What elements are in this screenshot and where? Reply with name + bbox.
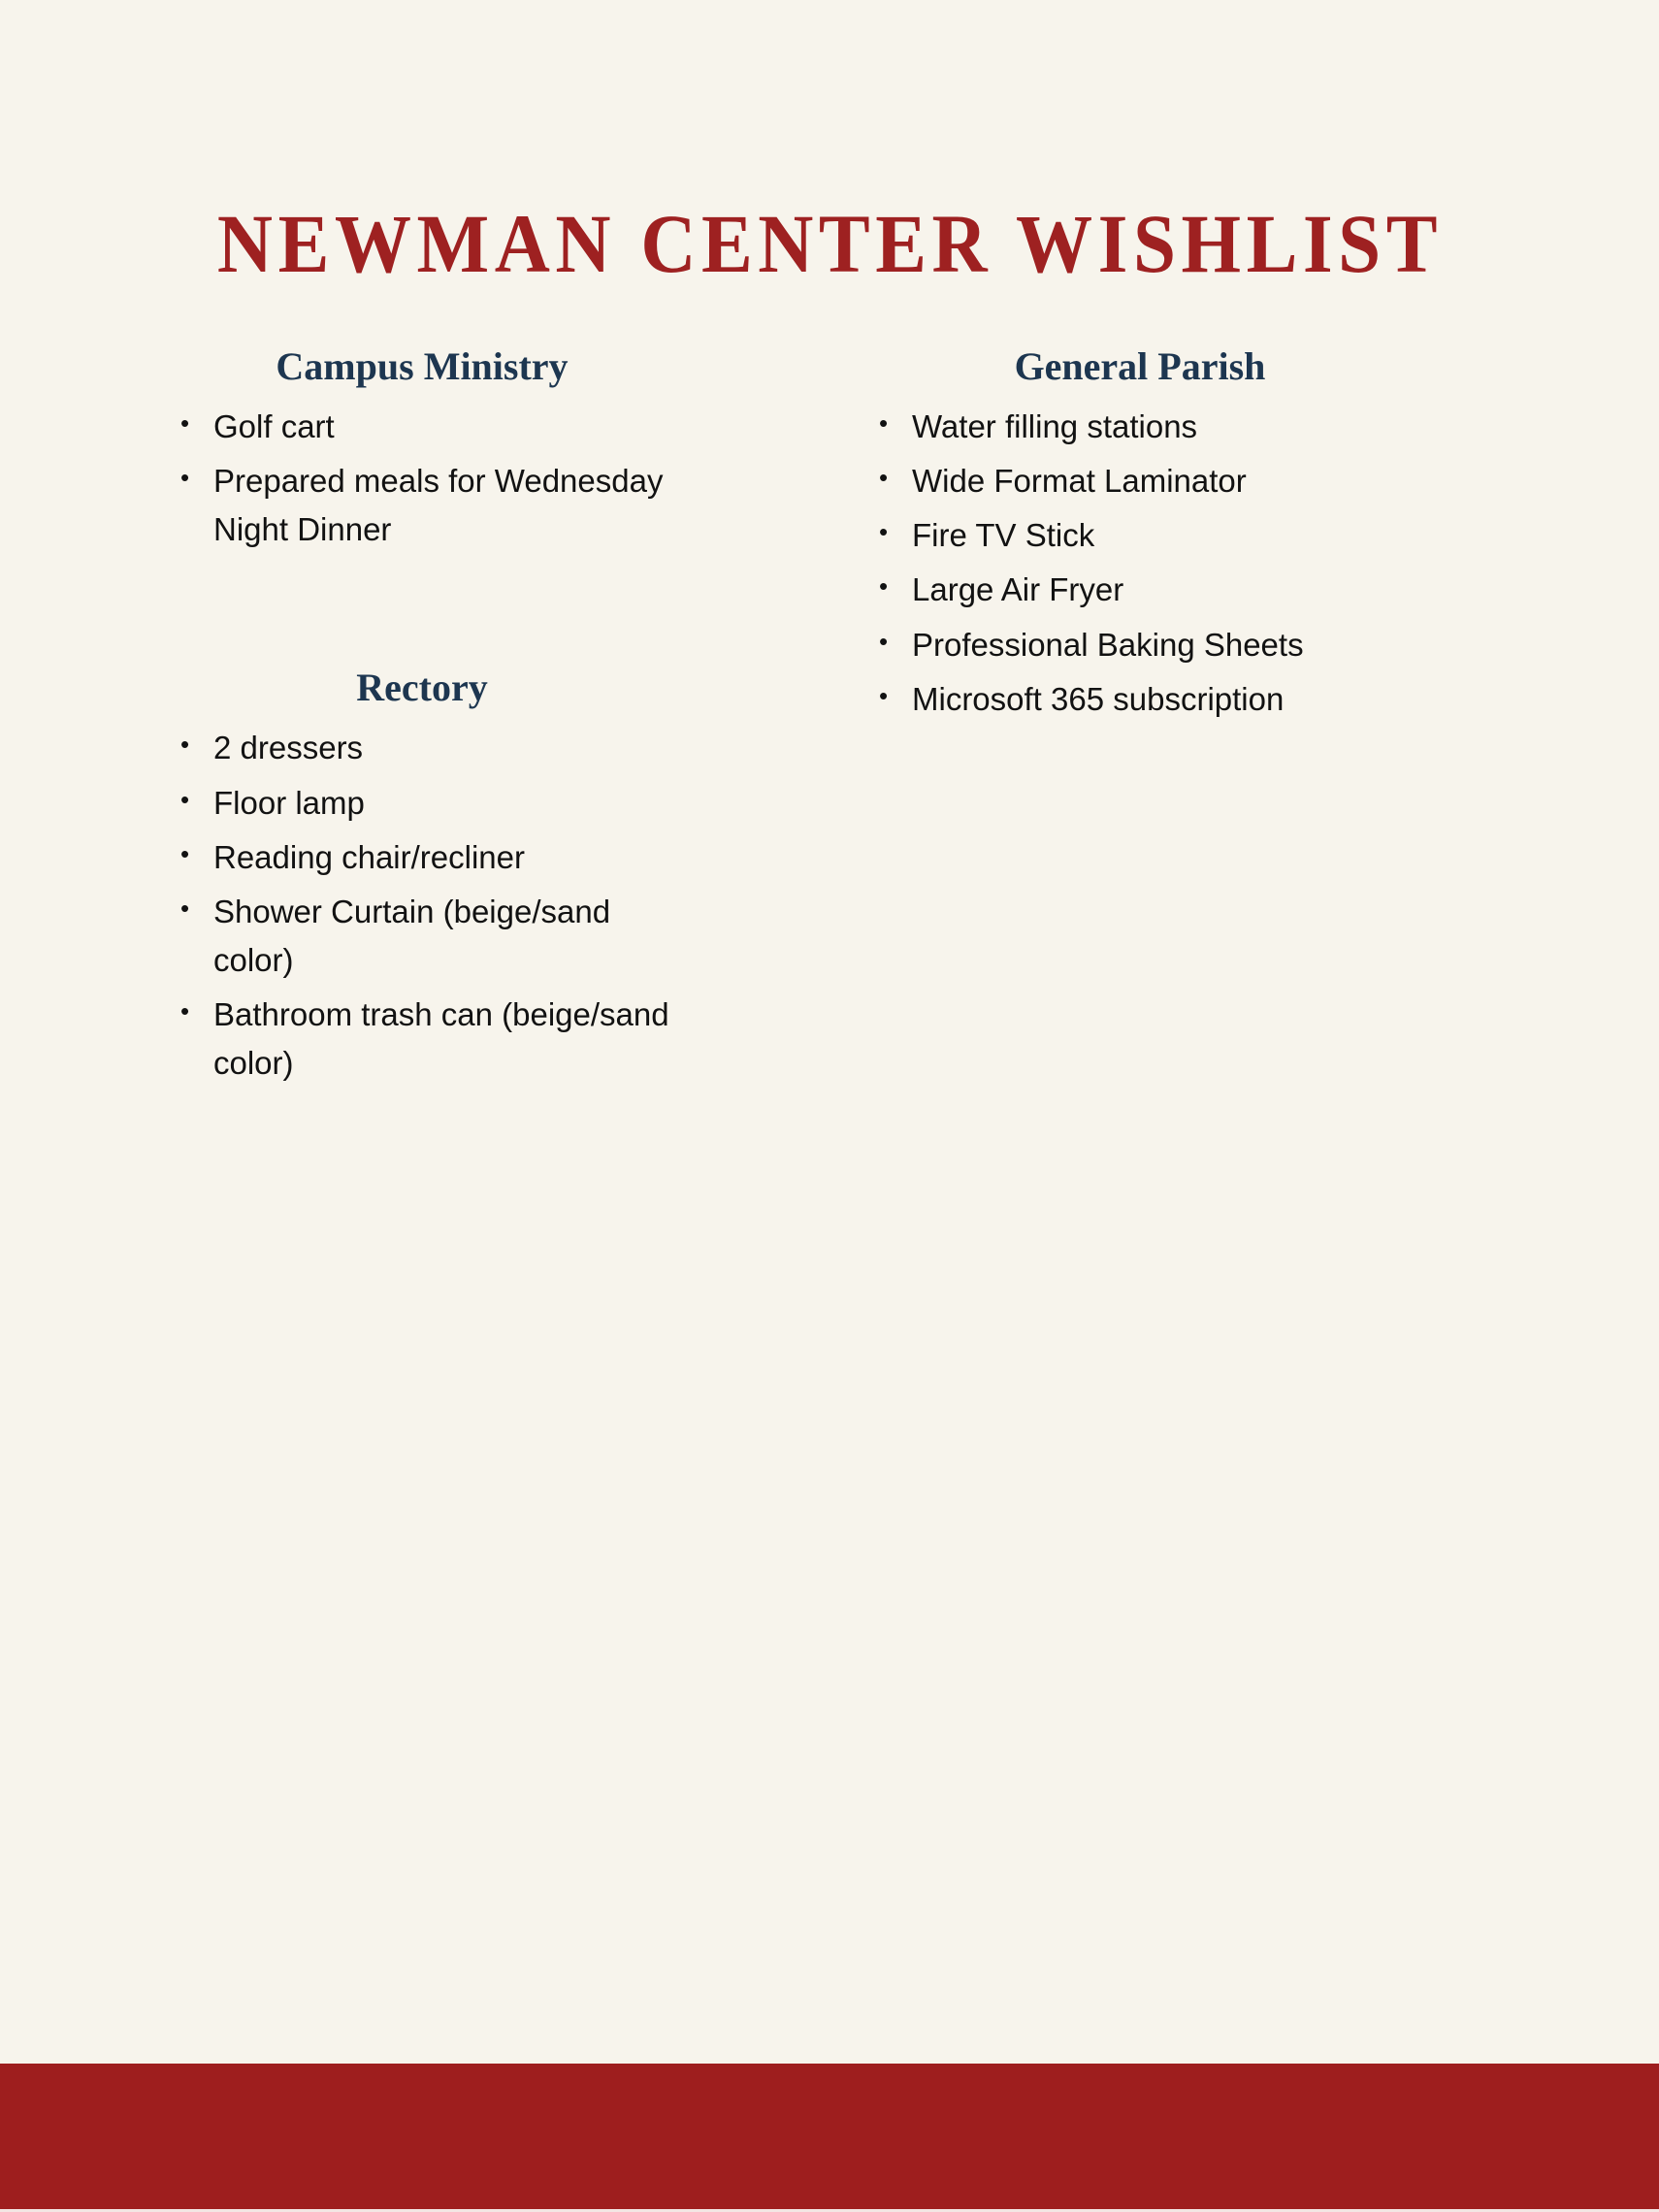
section-heading-general-parish: General Parish <box>1014 344 1266 388</box>
section-campus-ministry <box>146 344 699 554</box>
section-rectory <box>146 666 699 1088</box>
list-item: • Fire TV Stick <box>873 511 1436 560</box>
page-title-container <box>0 146 1659 341</box>
list-item: • Water filling stations <box>873 403 1436 451</box>
section-heading-campus-ministry: Campus Ministry <box>276 344 569 388</box>
list-item: • Golf cart <box>175 403 699 451</box>
list-item: • 2 dressers <box>175 724 699 772</box>
list-item: • Microsoft 365 subscription <box>873 675 1436 724</box>
list-item: • Reading chair/recliner <box>175 833 699 882</box>
wishlist-general-parish <box>844 403 1436 724</box>
content-columns <box>0 344 1659 1094</box>
right-column <box>737 344 1475 730</box>
list-item: • Shower Curtain (beige/sand color) <box>175 888 699 985</box>
list-item: • Large Air Fryer <box>873 566 1436 614</box>
list-item: • Professional Baking Sheets <box>873 621 1436 669</box>
footer-accent-bar <box>0 2064 1659 2209</box>
wishlist-campus-ministry <box>146 403 699 554</box>
section-heading-rectory: Rectory <box>356 666 488 710</box>
left-column <box>0 344 737 1094</box>
page-title: NEWMAN CENTER WISHLIST <box>216 196 1443 290</box>
wishlist-rectory <box>146 724 699 1088</box>
list-item: • Floor lamp <box>175 779 699 828</box>
list-item: • Wide Format Laminator <box>873 457 1436 505</box>
list-item: • Prepared meals for Wednesday Night Dinner <box>175 457 699 554</box>
section-general-parish <box>844 344 1436 724</box>
list-item: • Bathroom trash can (beige/sand color) <box>175 991 699 1088</box>
